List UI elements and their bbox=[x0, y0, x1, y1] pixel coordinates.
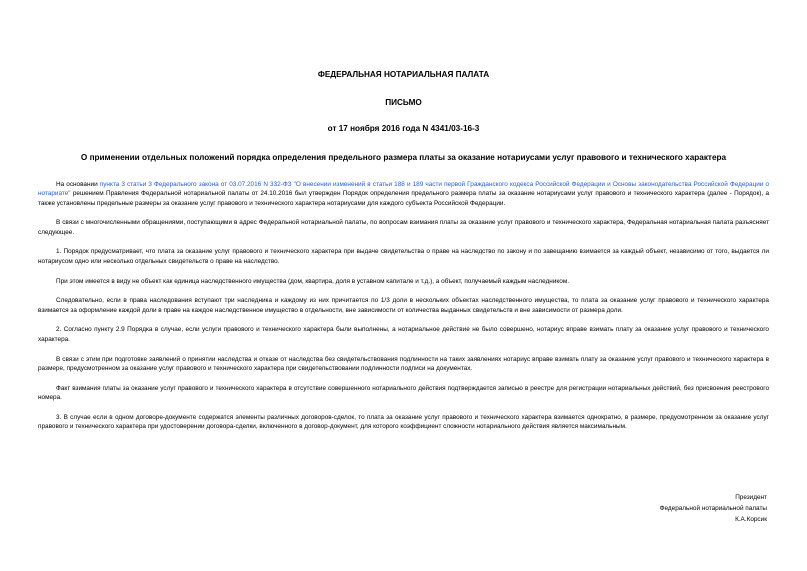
document-title: О применении отдельных положений порядка определения предельного размера платы за оказание нотариусами услуг правового и технического характера bbox=[80, 153, 727, 162]
signature-name: К.А.Корсик bbox=[735, 516, 767, 523]
paragraph-7: В связи с этим при подготовке заявлений о принятии наследства и отказе от наследства без свидетельствования подлинности на таких заявлениях нотариус вправе взимать плату за оказание услуг правового и технического характера в размере, предусмотренном за оказание услуг правового и технического характера при свидетельствовании подлинности подписи на документах. bbox=[38, 355, 769, 372]
paragraph-5: Следовательно, если в права наследования вступают три наследника и каждому из них причитается по 1/3 доли в нескольких объектах наследственного имущества, то плата за оказание услуг правового и технического характера взимается за оформление каждой доли в праве на каждое наследственное имущество в отдельности, вне зависимости от количества выданных свидетельств и вне зависимости от размера доли. bbox=[38, 297, 769, 314]
paragraph-4: При этом имеется в виду не объект как единица наследственного имущества (дом, квартира, доля в уставном капитале и т.д.), а объект, получаемый каждым наследником. bbox=[56, 277, 569, 285]
paragraph-2: В связи с многочисленными обращениями, поступающими в адрес Федеральной нотариальной палаты, по вопросам взимания платы за оказание услуг правового и технического характера, Федеральная нотариальная палата разъясняет следующее. bbox=[38, 219, 769, 236]
law-reference-link[interactable]: пункта 3 статьи 3 Федерального закона от 03.07.2016 N 332-ФЗ "О внесении изменений в статьи 188 и 189 части первой Гражданского кодекса Российской Федерации и Основы законодательства Российской Федерации о нотариате" bbox=[38, 181, 769, 198]
paragraph-1 bbox=[38, 180, 769, 208]
header-organization: ФЕДЕРАЛЬНАЯ НОТАРИАЛЬНАЯ ПАЛАТА bbox=[317, 70, 490, 79]
signature-block bbox=[660, 492, 767, 525]
paragraph-1-suffix: решением Правления Федеральной нотариальной палаты от 24.10.2016 был утвержден Порядок определения предельного размера платы за оказание нотариусами услуг правового и технического характера (далее - Порядок), а также установлены предельные размеры за оказание услуг правового и технического характера нотариусами для каждого субъекта Российской Федерации. bbox=[38, 190, 769, 207]
paragraph-8: Факт взимания платы за оказание услуг правового и технического характера в отсутствие совершенного нотариального действия подтверждается записью в реестре для регистрации нотариальных действий, без присвоения реестрового номера. bbox=[38, 384, 769, 401]
paragraph-9: 3. В случае если в одном договоре-документе содержатся элементы различных договоров-сделок, то плата за оказание услуг правового и технического характера взимается однократно, в размере, предусмотренном за оказание услуг правового и технического характера при удостоверении договора-сделки, включенного в договор-документ, для которого коэффициент сложности нотариального действия является максимальным. bbox=[38, 413, 769, 431]
paragraph-1-prefix: На основании bbox=[56, 181, 100, 188]
header-document-type: ПИСЬМО bbox=[385, 98, 422, 107]
paragraph-6: 2. Согласно пункту 2.9 Порядка в случае, если услуги правового и технического характера были выполнены, а нотариальное действие не было совершено, нотариус вправе взимать плату за оказание услуг правового и технического характера. bbox=[38, 326, 769, 343]
signature-position: Президент bbox=[735, 494, 767, 501]
paragraph-3: 1. Порядок предусматривает, что плата за оказание услуг правового и технического характера при выдаче свидетельства о праве на наследство по закону и по завещанию взимается за каждый объект, независимо от того, выдается ли нотариусом одно или несколько отдельных свидетельств о праве на наследство. bbox=[38, 248, 769, 265]
signature-organization: Федеральной нотариальной палаты bbox=[659, 505, 767, 512]
document-body bbox=[38, 180, 769, 431]
header-date-number: от 17 ноября 2016 года N 4341/03-16-3 bbox=[327, 124, 480, 133]
